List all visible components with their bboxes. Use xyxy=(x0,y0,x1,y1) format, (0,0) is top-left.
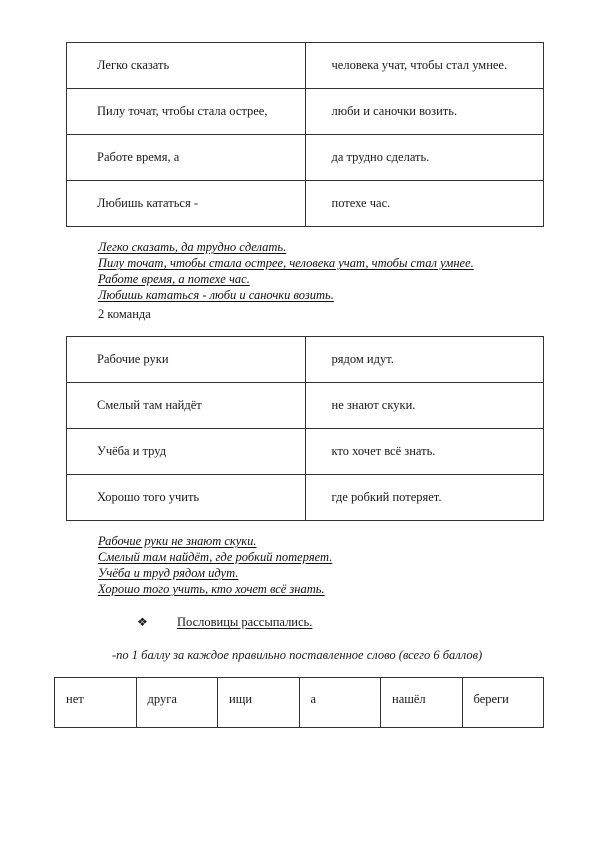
team2-table xyxy=(66,336,544,521)
table-row xyxy=(67,475,544,521)
table-row xyxy=(67,135,544,181)
answer-line: Учёба и труд рядом идут. xyxy=(98,566,239,580)
answer-line: Смелый там найдёт, где робкий потеряет. xyxy=(98,550,333,564)
table-row xyxy=(67,429,544,475)
word-cell: ищи xyxy=(218,678,300,728)
table-row xyxy=(67,383,544,429)
table-cell: человека учат, чтобы стал умнее. xyxy=(305,43,544,89)
answer-line: Легко сказать, да трудно сделать. xyxy=(98,240,287,254)
team1-answers xyxy=(98,239,548,303)
table-cell: потехе час. xyxy=(305,181,544,227)
table-cell: рядом идут. xyxy=(305,337,544,383)
scoring-dash: - xyxy=(112,648,117,662)
team2-label: 2 команда xyxy=(98,307,151,321)
word-cell: нашёл xyxy=(381,678,463,728)
table-cell: да трудно сделать. xyxy=(305,135,544,181)
section-heading xyxy=(137,614,312,630)
answer-line: Работе время, а потехе час. xyxy=(98,272,250,286)
scoring-text: по 1 баллу за каждое правильно поставленное слово (всего 6 баллов) xyxy=(116,648,483,662)
table-cell: люби и саночки возить. xyxy=(305,89,544,135)
answer-line: Пилу точат, чтобы стала острее, человека учат, чтобы стал умнее. xyxy=(98,256,474,270)
word-cell: а xyxy=(299,678,381,728)
table-row xyxy=(67,181,544,227)
table-cell: Легко сказать xyxy=(67,43,306,89)
table-cell: где робкий потеряет. xyxy=(305,475,544,521)
table-cell: Учёба и труд xyxy=(67,429,306,475)
answer-line: Любишь кататься - люби и саночки возить. xyxy=(98,288,334,302)
table-row xyxy=(67,89,544,135)
table-cell: Смелый там найдёт xyxy=(67,383,306,429)
table-row xyxy=(67,43,544,89)
word-cell: друга xyxy=(136,678,218,728)
table-cell: Хорошо того учить xyxy=(67,475,306,521)
words-table xyxy=(54,677,544,728)
answer-line: Хорошо того учить, кто хочет всё знать. xyxy=(98,582,325,596)
word-cell: береги xyxy=(462,678,544,728)
table-cell: Пилу точат, чтобы стала острее, xyxy=(67,89,306,135)
section-title: Пословицы рассыпались. xyxy=(177,615,313,629)
table-cell: Рабочие руки xyxy=(67,337,306,383)
answer-line: Рабочие руки не знают скуки. xyxy=(98,534,257,548)
table-cell: не знают скуки. xyxy=(305,383,544,429)
scoring-note xyxy=(112,648,482,663)
diamond-bullet-icon: ❖ xyxy=(137,615,148,629)
table-cell: Работе время, а xyxy=(67,135,306,181)
table-cell: кто хочет всё знать. xyxy=(305,429,544,475)
team2-answers xyxy=(98,533,548,597)
team1-table xyxy=(66,42,544,227)
table-cell: Любишь кататься - xyxy=(67,181,306,227)
table-row xyxy=(55,678,544,728)
word-cell: нет xyxy=(55,678,137,728)
table-row xyxy=(67,337,544,383)
